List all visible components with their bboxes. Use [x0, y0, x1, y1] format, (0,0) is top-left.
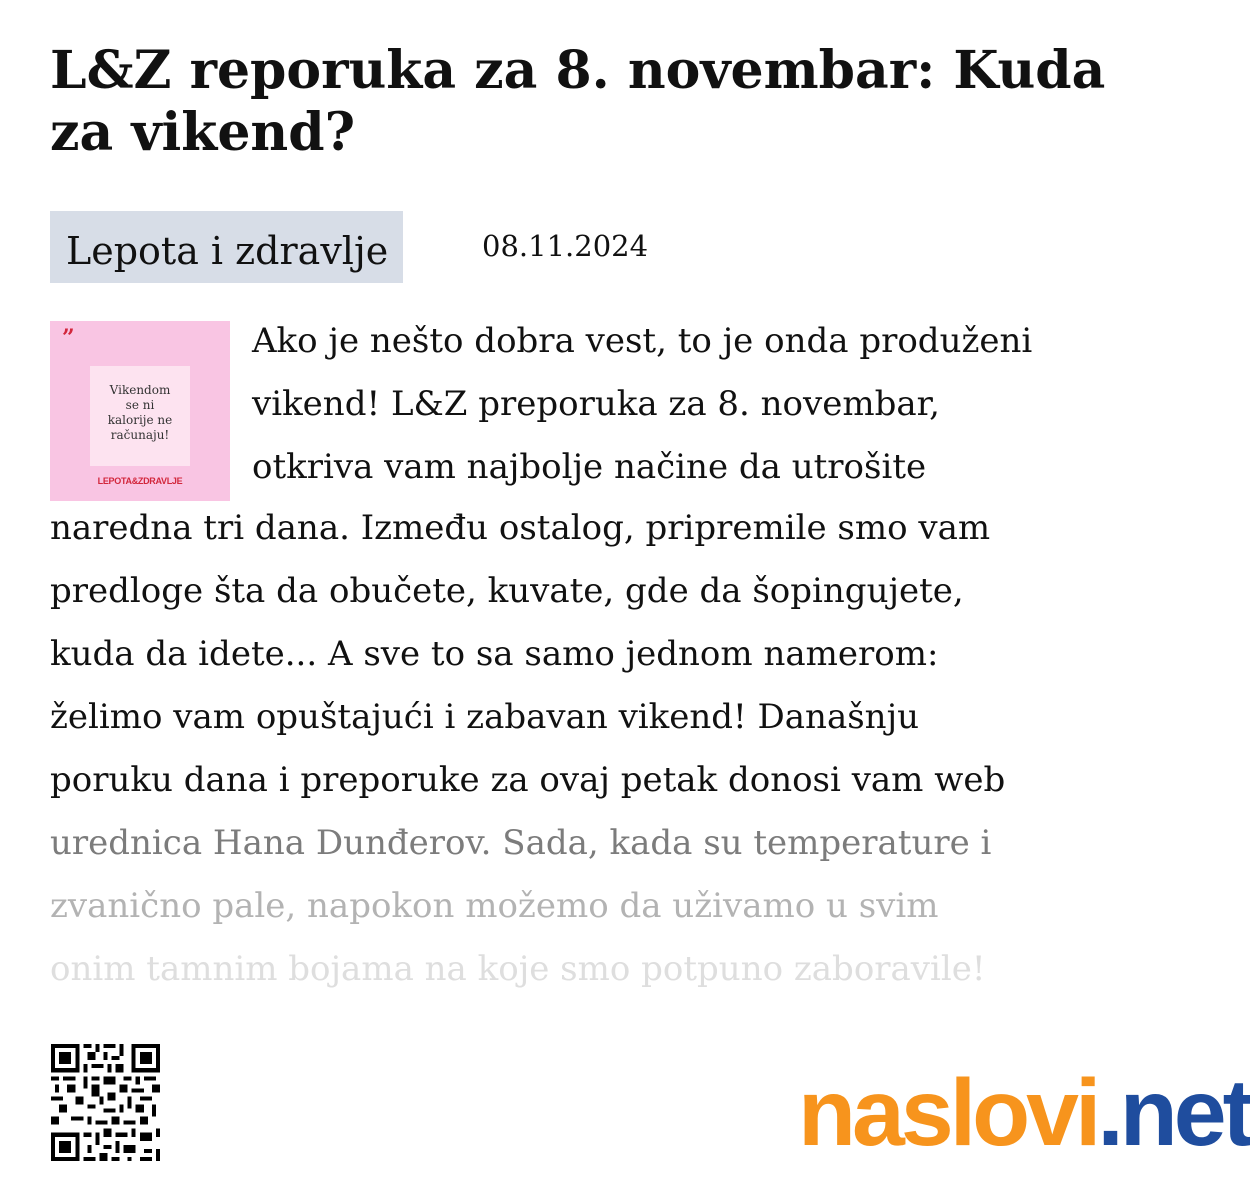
article-title: L&Z reporuka za 8. novembar: Kuda za vikend?	[50, 40, 1106, 163]
body-line: predloge šta da obučete, kuvate, gde da šopingujete,	[50, 571, 964, 611]
body-line: onim tamnim bojama na koje smo potpuno zaboravile!	[50, 949, 986, 989]
thumbnail-text: Vikendom se ni kalorije ne računaju!	[107, 383, 173, 442]
body-line: otkriva vam najbolje načine da utrošite	[252, 447, 927, 487]
quote-mark-icon: ”	[62, 325, 75, 351]
body-line: vikend! L&Z preporuka za 8. novembar,	[252, 384, 940, 424]
body-line: Ako je nešto dobra vest, to je onda produženi	[252, 321, 1033, 361]
naslovi-logo[interactable]	[798, 1058, 1250, 1168]
body-line: poruku dana i preporuke za ovaj petak donosi vam web	[50, 760, 1006, 800]
body-line: naredna tri dana. Između ostalog, pripremile smo vam	[50, 508, 991, 548]
logo-part-naslovi: naslovi	[798, 1060, 1098, 1166]
qr-code-icon[interactable]	[47, 1040, 164, 1165]
body-line: urednica Hana Dunđerov. Sada, kada su temperature i	[50, 823, 992, 863]
body-line: kuda da idete... A sve to sa samo jednom namerom:	[50, 634, 939, 674]
logo-part-net: .net	[1097, 1060, 1250, 1166]
body-line: želimo vam opuštajući i zabavan vikend! Današnju	[50, 697, 920, 737]
category-tag[interactable]: Lepota i zdravlje	[50, 211, 403, 283]
thumbnail-brand: LEPOTA&ZDRAVLJE	[97, 476, 183, 486]
publish-date: 08.11.2024	[482, 229, 649, 263]
body-line: zvanično pale, napokon možemo da uživamo u svim	[50, 886, 939, 926]
article-thumbnail[interactable]	[50, 321, 230, 501]
